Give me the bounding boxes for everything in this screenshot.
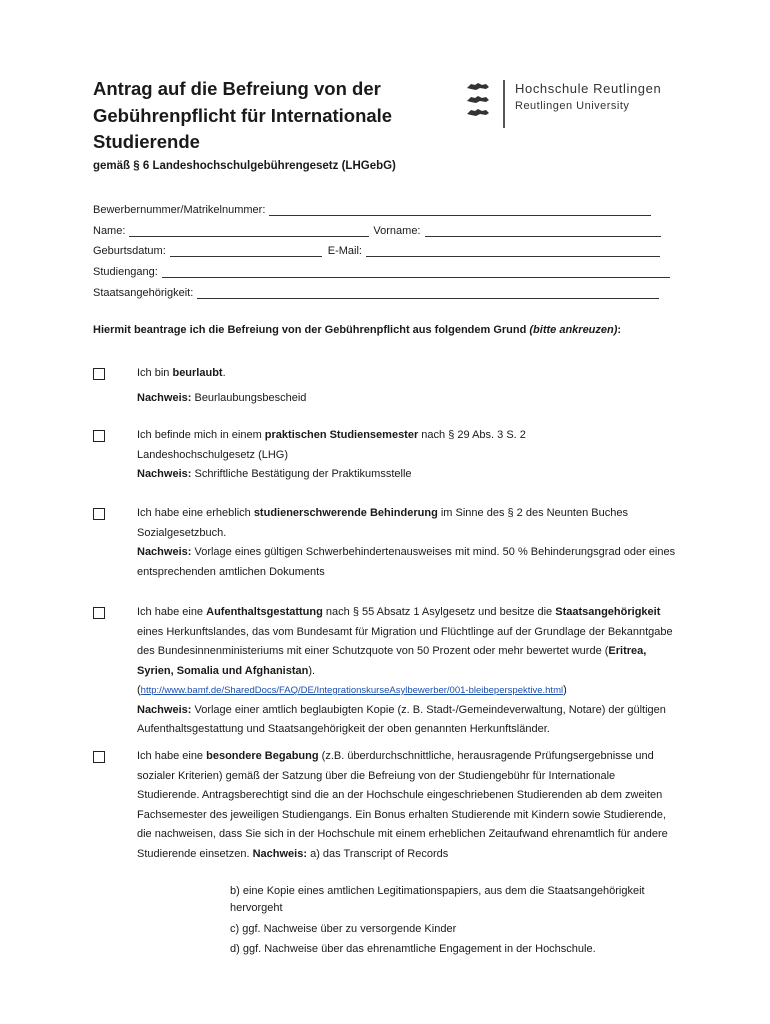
page-subtitle: gemäß § 6 Landeshochschulgebührengesetz (LHGebG) <box>93 160 396 172</box>
checkbox-behinderung[interactable] <box>93 508 105 520</box>
studiengang-label: Studiengang: <box>93 266 158 278</box>
checkbox-begabung[interactable] <box>93 751 105 763</box>
intro-text: Hiermit beantrage ich die Befreiung von der Gebührenpflicht aus folgendem Grund (bitte ankreuzen): <box>93 324 622 336</box>
checkbox-aufenthaltsgestattung[interactable] <box>93 607 105 619</box>
lions-icon <box>466 82 492 121</box>
staatsangehoerigkeit-field[interactable] <box>197 287 659 299</box>
vorname-label: Vorname: <box>373 225 421 237</box>
university-logo <box>466 80 696 128</box>
staatsangehoerigkeit-label: Staatsangehörigkeit: <box>93 287 194 299</box>
bewerbernummer-row <box>93 202 651 216</box>
option-behinderung: Ich habe eine erheblich studienerschwerende Behinderung im Sinne des § 2 des Neunten Buches Sozialgesetzbuch. Nachweis: Vorlage eines gültigen Schwerbehindertenausweises mit mind. 50 % Behinderungsgrad oder eines entsprechenden amtlichen Dokuments <box>137 507 676 578</box>
studiengang-row <box>93 264 670 278</box>
name-label: Name: <box>93 225 126 237</box>
checkbox-beurlaubt[interactable] <box>93 368 105 380</box>
logo-subname: Reutlingen University <box>515 100 630 112</box>
logo-divider <box>503 80 505 128</box>
geburtsdatum-label: Geburtsdatum: <box>93 245 166 257</box>
email-field[interactable] <box>366 245 660 257</box>
bewerbernummer-field[interactable] <box>269 204 651 216</box>
email-label: E-Mail: <box>327 245 362 257</box>
logo-name: Hochschule Reutlingen <box>515 81 662 96</box>
option-aufenthaltsgestattung: Ich habe eine Aufenthaltsgestattung nach § 55 Absatz 1 Asylgesetz und besitze die Staatsangehörigkeit eines Herkunftslandes, das vom Bundesamt für Migration und Flüchtlinge auf der Grundlage der Bekanntgabe des Bundesinnenministeriums mit einer Schutzquote von 50 Prozent oder mehr bewertet wurde (Eritrea, Syrien, Somalia und Afghanistan). (http://www.bamf.de/SharedDocs/FAQ/DE/IntegrationskurseAsylbewerber/001-bleibeperspektive.html) Nachweis: Vorlage einer amtlich beglaubigten Kopie (z. B. Stadt-/Gemeindeverwaltung, Notare) der gültigen Aufenthaltsgestattung und Staatsangehörigkeit der oben genannten Herkunftsländer. <box>137 606 673 735</box>
option-beurlaubt: Ich bin beurlaubt. Nachweis: Beurlaubungsbescheid <box>137 367 307 404</box>
bewerbernummer-label: Bewerbernummer/Matrikelnummer: <box>93 204 266 216</box>
geburtsdatum-row <box>93 243 660 257</box>
begabung-item-b: b) eine Kopie eines amtlichen Legitimationspapiers, aus dem die Staatsangehörigkeit hervorgeht <box>230 885 645 914</box>
page-title: Antrag auf die Befreiung von der Gebührenpflicht für Internationale Studierende <box>93 78 393 152</box>
begabung-item-d: d) ggf. Nachweise über das ehrenamtliche Engagement in der Hochschule. <box>230 943 596 955</box>
option-begabung: Ich habe eine besondere Begabung (z.B. überdurchschnittliche, herausragende Prüfungsergebnisse und sozialer Kriterien) gemäß der Satzung über die Befreiung von der Studiengebühr für Internationale Studierende. Antragsberechtigt sind die an der Hochschule eingeschriebenen Studierenden ab dem zweiten Fachsemester des jeweiligen Studiengangs. Ein Bonus erhalten Studierende mit Kindern sowie Studierende, die nachweisen, dass Sie sich in der Hochschule mit einem erheblichen Zeitaufwand ehrenamtlich für andere Studierende einsetzen. Nachweis: a) das Transcript of Records <box>137 750 668 860</box>
bamf-link[interactable]: http://www.bamf.de/SharedDocs/FAQ/DE/IntegrationskurseAsylbewerber/001-bleibeperspektive.html <box>140 685 564 696</box>
begabung-item-c: c) ggf. Nachweise über zu versorgende Kinder <box>230 923 457 935</box>
name-row <box>93 223 661 237</box>
option-praxissemester: Ich befinde mich in einem praktischen Studiensemester nach § 29 Abs. 3 S. 2 Landeshochschulgesetz (LHG) Nachweis: Schriftliche Bestätigung der Praktikumsstelle <box>137 429 526 480</box>
name-field[interactable] <box>129 225 369 237</box>
studiengang-field[interactable] <box>162 266 670 278</box>
staatsangehoerigkeit-row <box>93 285 659 299</box>
vorname-field[interactable] <box>425 225 661 237</box>
geburtsdatum-field[interactable] <box>170 245 322 257</box>
checkbox-praxissemester[interactable] <box>93 430 105 442</box>
